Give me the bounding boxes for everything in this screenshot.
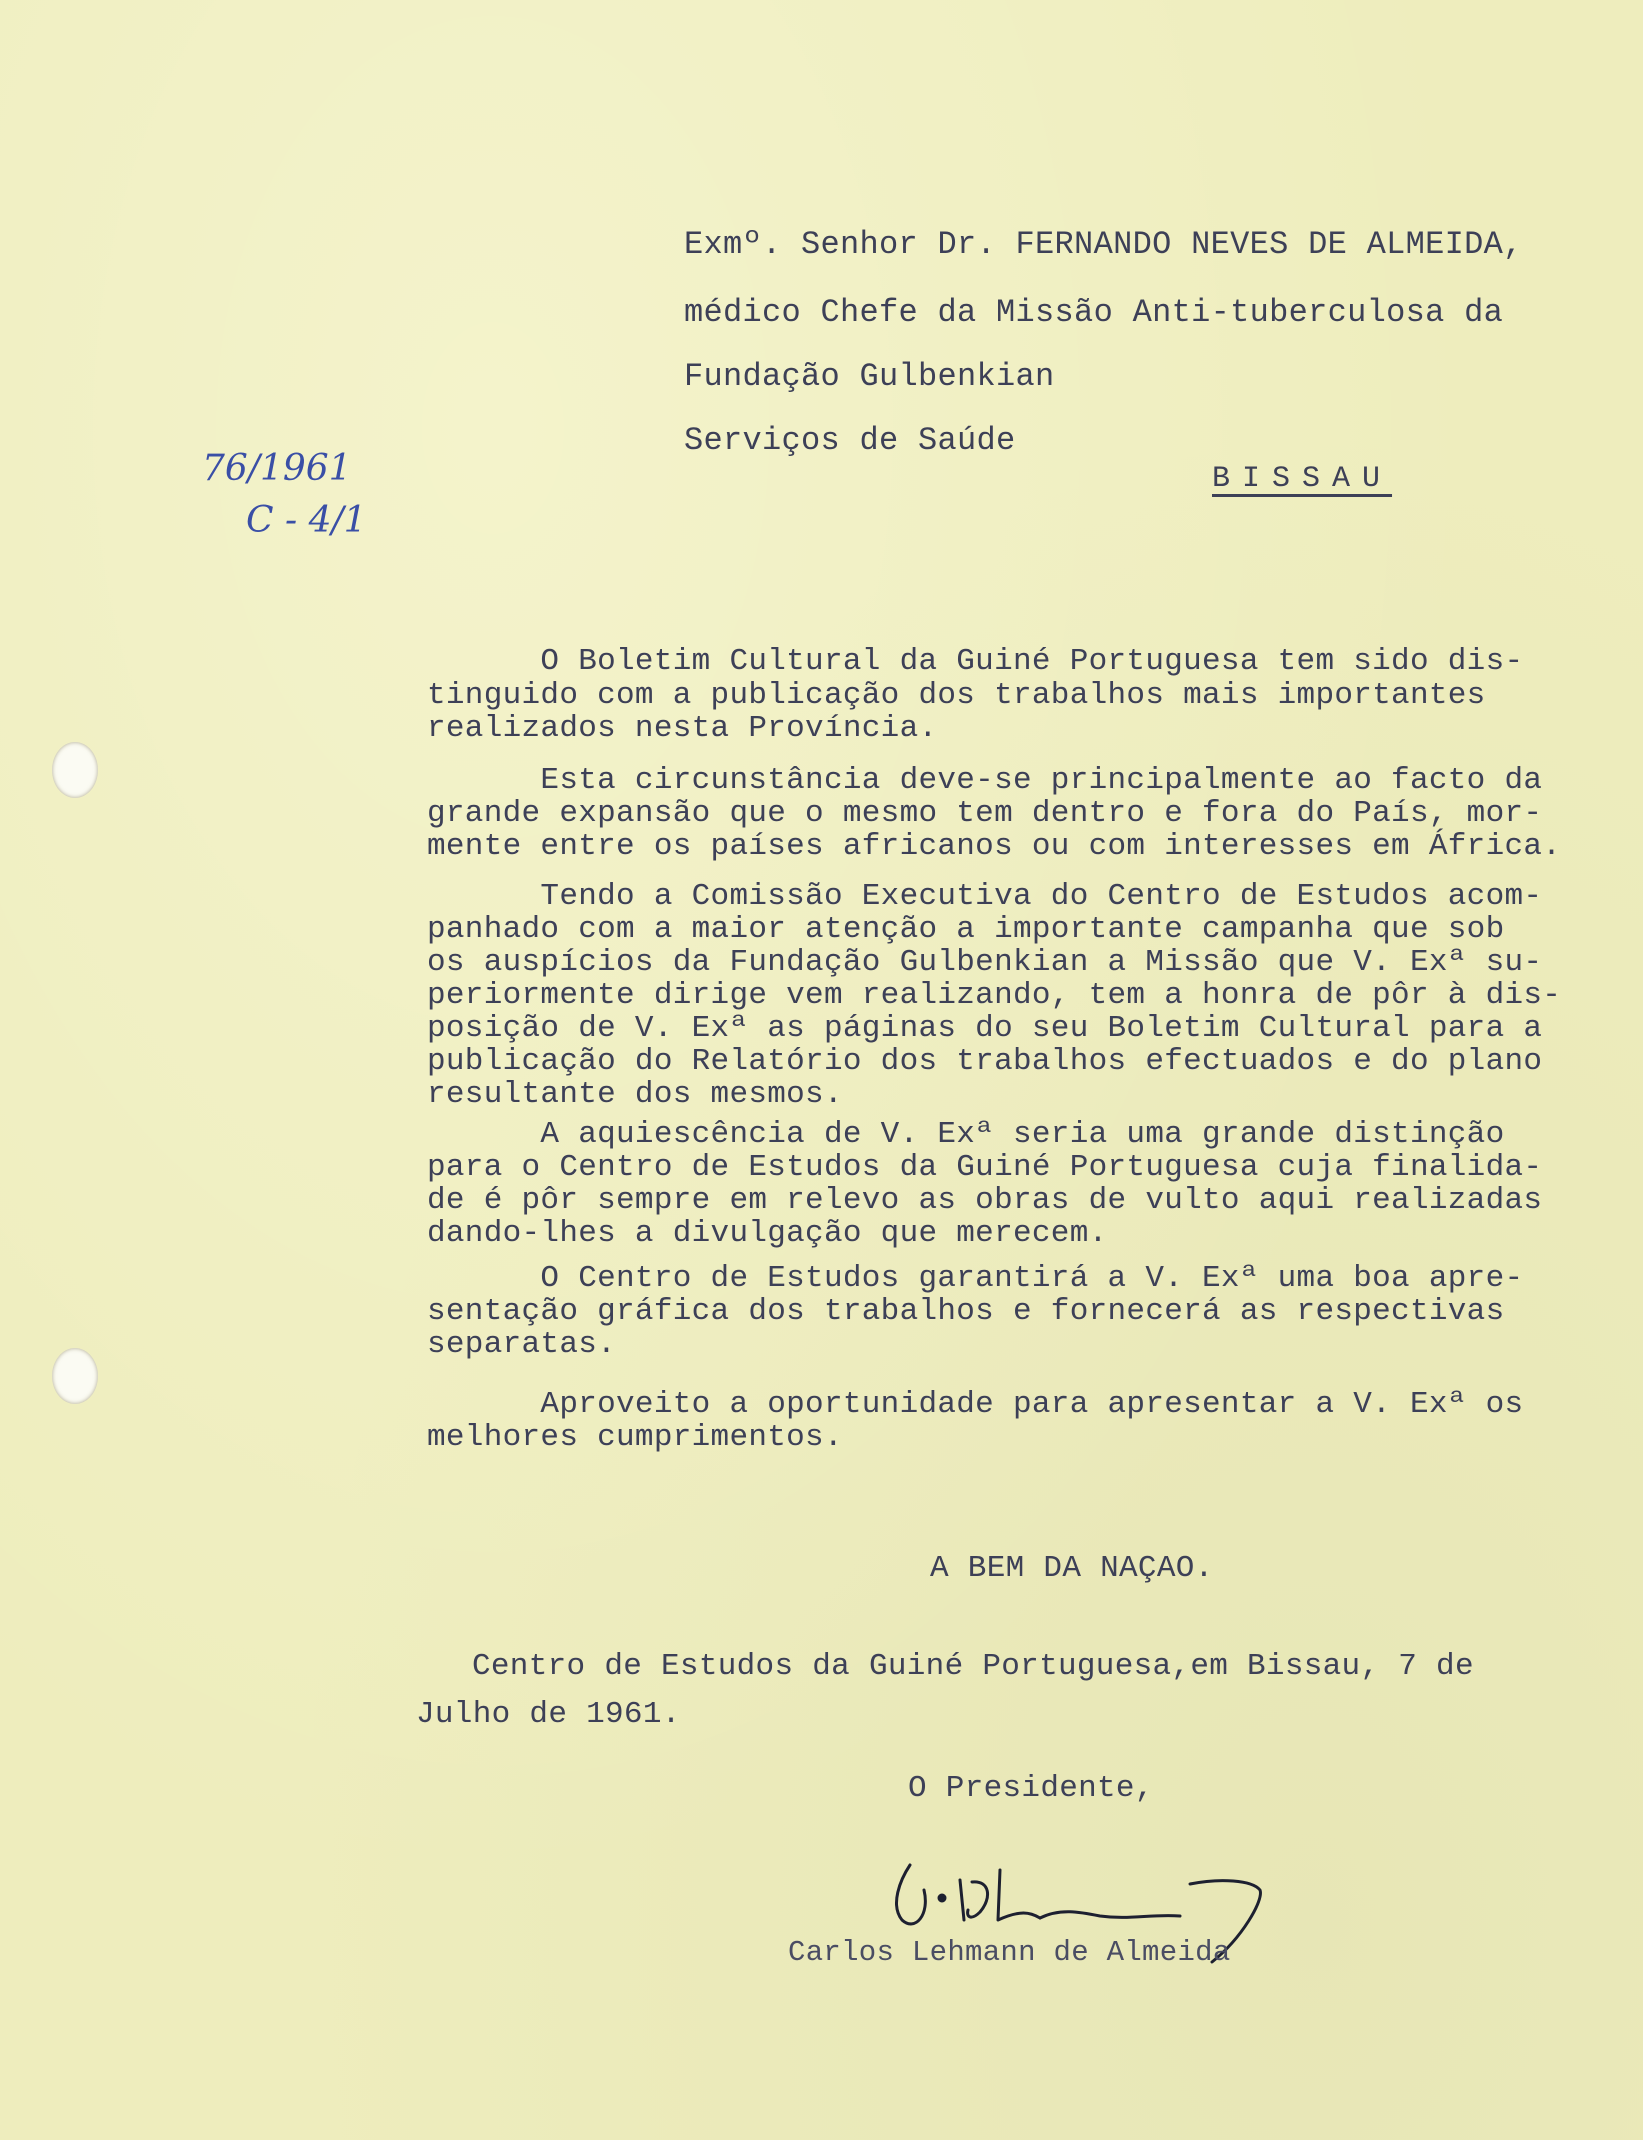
paragraph-4-line-4: dando-lhes a divulgação que merecem. <box>427 1216 1108 1251</box>
paragraph-3-line-1: Tendo a Comissão Executiva do Centro de Estudos acom- <box>427 879 1543 914</box>
paragraph-3-line-4: periormente dirige vem realizando, tem a honra de pôr à dis- <box>427 978 1562 1013</box>
paragraph-2-line-2: grande expansão que o mesmo tem dentro e fora do País, mor- <box>427 796 1543 831</box>
recipient-city: BISSAU <box>1212 462 1393 496</box>
paragraph-3-line-6: publicação do Relatório dos trabalhos efectuados e do plano <box>427 1044 1543 1079</box>
place-date-line-1: Centro de Estudos da Guiné Portuguesa,em Bissau, 7 de <box>472 1649 1474 1684</box>
paragraph-6-line-2: melhores cumprimentos. <box>427 1420 843 1455</box>
paragraph-2-line-3: mente entre os países africanos ou com interesses em África. <box>427 829 1562 864</box>
paragraph-5-line-1: O Centro de Estudos garantirá a V. Exª uma boa apre- <box>427 1261 1524 1296</box>
paragraph-2-line-1: Esta circunstância deve-se principalmente ao facto da <box>427 763 1543 798</box>
signatory-title: O Presidente, <box>908 1771 1154 1806</box>
place-date-line-2: Julho de 1961. <box>416 1697 681 1732</box>
paragraph-1-line-2: tinguido com a publicação dos trabalhos mais importantes <box>427 678 1486 713</box>
paragraph-5-line-3: separatas. <box>427 1327 617 1362</box>
recipient-line-2: médico Chefe da Missão Anti-tuberculosa da <box>684 294 1504 331</box>
recipient-line-1: Exmº. Senhor Dr. FERNANDO NEVES DE ALMEIDA, <box>684 226 1523 263</box>
paragraph-4-line-2: para o Centro de Estudos da Guiné Portuguesa cuja finalida- <box>427 1150 1543 1185</box>
handwritten-reference-number: 76/1961 <box>202 448 352 489</box>
paragraph-4-line-3: de é pôr sempre em relevo as obras de vulto aqui realizadas <box>427 1183 1543 1218</box>
paragraph-4-line-1: A aquiescência de V. Exª seria uma grande distinção <box>427 1117 1505 1152</box>
paragraph-3-line-7: resultante dos mesmos. <box>427 1077 843 1112</box>
paragraph-1-line-1: O Boletim Cultural da Guiné Portuguesa tem sido dis- <box>427 644 1524 679</box>
recipient-line-4: Serviços de Saúde <box>684 422 1016 459</box>
paragraph-5-line-2: sentação gráfica dos trabalhos e fornecerá as respectivas <box>427 1294 1505 1329</box>
closing-motto: A BEM DA NAÇAO. <box>930 1551 1214 1586</box>
paragraph-3-line-5: posição de V. Exª as páginas do seu Boletim Cultural para a <box>427 1011 1543 1046</box>
handwritten-reference-code: C - 4/1 <box>246 500 367 541</box>
punch-hole-bottom <box>52 1348 98 1404</box>
punch-hole-top <box>52 742 98 798</box>
paragraph-1-line-3: realizados nesta Província. <box>427 711 938 746</box>
paragraph-6-line-1: Aproveito a oportunidade para apresentar a V. Exª os <box>427 1387 1524 1422</box>
signatory-name: Carlos Lehmann de Almeida <box>788 1936 1231 1969</box>
paragraph-3-line-2: panhado com a maior atenção a importante campanha que sob <box>427 912 1505 947</box>
paragraph-3-line-3: os auspícios da Fundação Gulbenkian a Missão que V. Exª su- <box>427 945 1543 980</box>
recipient-line-3: Fundação Gulbenkian <box>684 358 1055 395</box>
